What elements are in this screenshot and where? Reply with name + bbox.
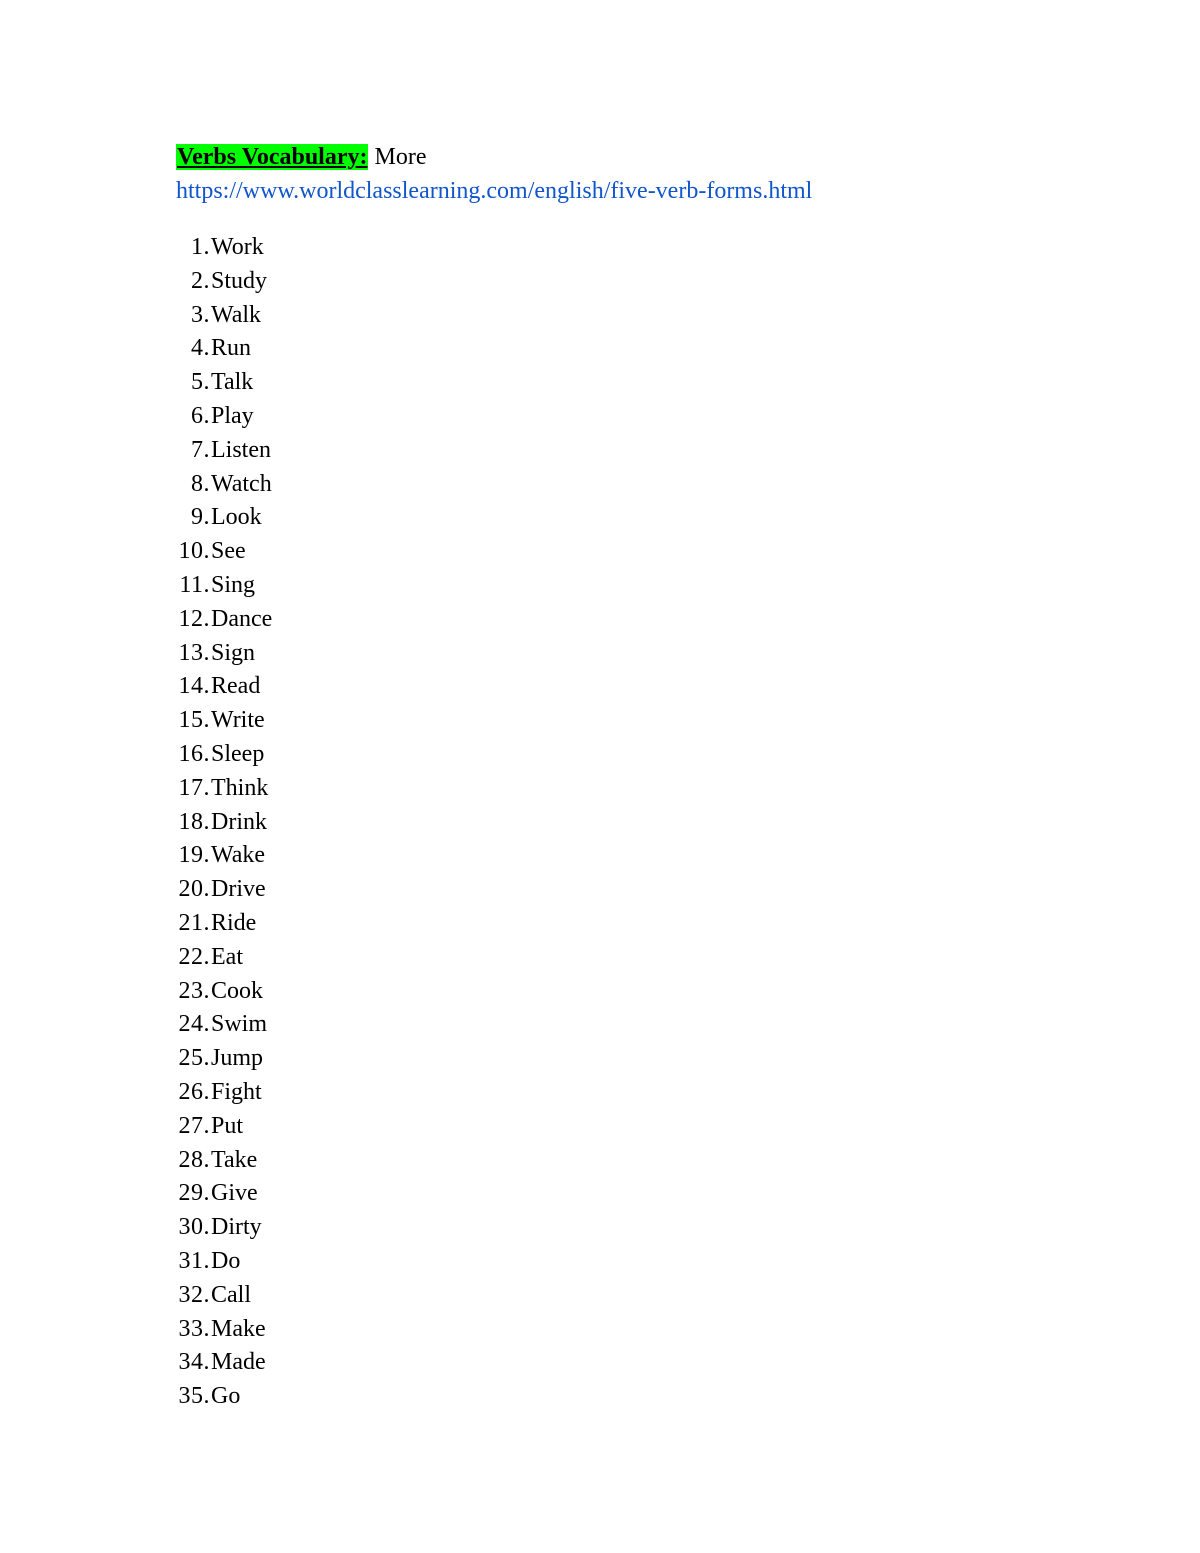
list-item-verb: Run — [211, 335, 252, 362]
list-item-number: 20. — [178, 876, 210, 903]
list-item-verb: Talk — [211, 369, 254, 396]
list-item-verb: Work — [211, 234, 264, 260]
list-item-number: 15. — [178, 707, 210, 734]
list-item-number: 8. — [191, 470, 210, 497]
list-item-number: 23. — [178, 977, 210, 1004]
list-item-verb: Study — [211, 267, 268, 294]
list-item-number: 24. — [178, 1011, 210, 1038]
list-item-number: 32. — [178, 1281, 210, 1308]
list-item-verb: Go — [211, 1383, 241, 1410]
list-item-number: 28. — [178, 1146, 210, 1173]
list-item-verb: Walk — [211, 301, 262, 328]
list-item-verb: Sign — [211, 639, 256, 666]
list-item-verb: Sing — [211, 571, 256, 598]
reference-link[interactable]: https://www.worldclasslearning.com/english/five-verb-forms.html — [176, 178, 813, 204]
list-item-number: 16. — [178, 740, 210, 767]
list-item-number: 29. — [178, 1180, 210, 1207]
list-item-number: 17. — [178, 774, 210, 801]
list-item-verb: Drink — [211, 808, 267, 835]
list-item-verb: Put — [211, 1112, 244, 1139]
list-item-number: 26. — [178, 1078, 210, 1105]
list-item-verb: Dirty — [211, 1214, 262, 1241]
list-item-number: 33. — [178, 1315, 210, 1342]
highlighted-heading: Verbs Vocabulary: — [177, 144, 368, 170]
list-item-number: 9. — [191, 504, 210, 531]
list-item-verb: Cook — [211, 977, 264, 1004]
list-item-number: 25. — [178, 1045, 210, 1072]
list-item-number: 34. — [178, 1349, 210, 1376]
list-item-number: 6. — [191, 402, 210, 429]
list-item-number: 27. — [178, 1112, 210, 1139]
list-item-number: 19. — [178, 842, 210, 869]
list-item-number: 2. — [191, 267, 210, 294]
list-item-verb: Watch — [211, 470, 272, 497]
list-item-verb: Look — [211, 504, 262, 531]
list-item-number: 13. — [178, 639, 210, 666]
list-item-verb: Eat — [211, 943, 243, 970]
list-item-verb: Swim — [211, 1011, 268, 1038]
list-item-verb: Fight — [211, 1078, 262, 1105]
list-item-number: 7. — [191, 436, 210, 463]
list-item-verb: Dance — [211, 605, 273, 632]
list-item-verb: Think — [211, 774, 269, 801]
list-item-verb: Do — [211, 1247, 241, 1274]
list-item-number: 30. — [178, 1214, 210, 1241]
list-item-verb: See — [211, 538, 246, 565]
list-item-number: 12. — [178, 605, 210, 632]
list-item-number: 21. — [178, 909, 210, 936]
list-item-verb: Wake — [211, 842, 266, 869]
list-item-number: 35. — [178, 1383, 210, 1410]
list-item-verb: Call — [211, 1281, 251, 1308]
list-item-verb: Made — [211, 1349, 266, 1376]
list-item-verb: Give — [211, 1180, 258, 1207]
list-item-verb: Make — [211, 1315, 266, 1342]
list-item-number: 14. — [178, 673, 210, 700]
list-item-number: 11. — [179, 571, 210, 598]
list-item-number: 1. — [191, 234, 210, 260]
list-item-number: 22. — [178, 943, 210, 970]
list-item-number: 3. — [191, 301, 210, 328]
list-item-number: 31. — [178, 1247, 210, 1274]
list-item-number: 5. — [191, 369, 210, 396]
list-item-verb: Sleep — [211, 740, 265, 767]
list-item-verb: Drive — [211, 876, 266, 903]
list-item-verb: Play — [211, 402, 254, 429]
list-item-number: 10. — [178, 538, 210, 565]
list-item-verb: Ride — [211, 909, 257, 936]
list-item-verb: Take — [211, 1146, 258, 1173]
list-item-verb: Write — [211, 707, 265, 734]
heading-rest: More — [368, 144, 427, 170]
list-item-number: 18. — [178, 808, 210, 835]
heading-line — [176, 141, 426, 173]
list-item-verb: Listen — [211, 436, 271, 463]
list-item-verb: Jump — [211, 1045, 264, 1072]
list-item-verb: Read — [211, 673, 261, 700]
list-item-number: 4. — [191, 335, 210, 362]
